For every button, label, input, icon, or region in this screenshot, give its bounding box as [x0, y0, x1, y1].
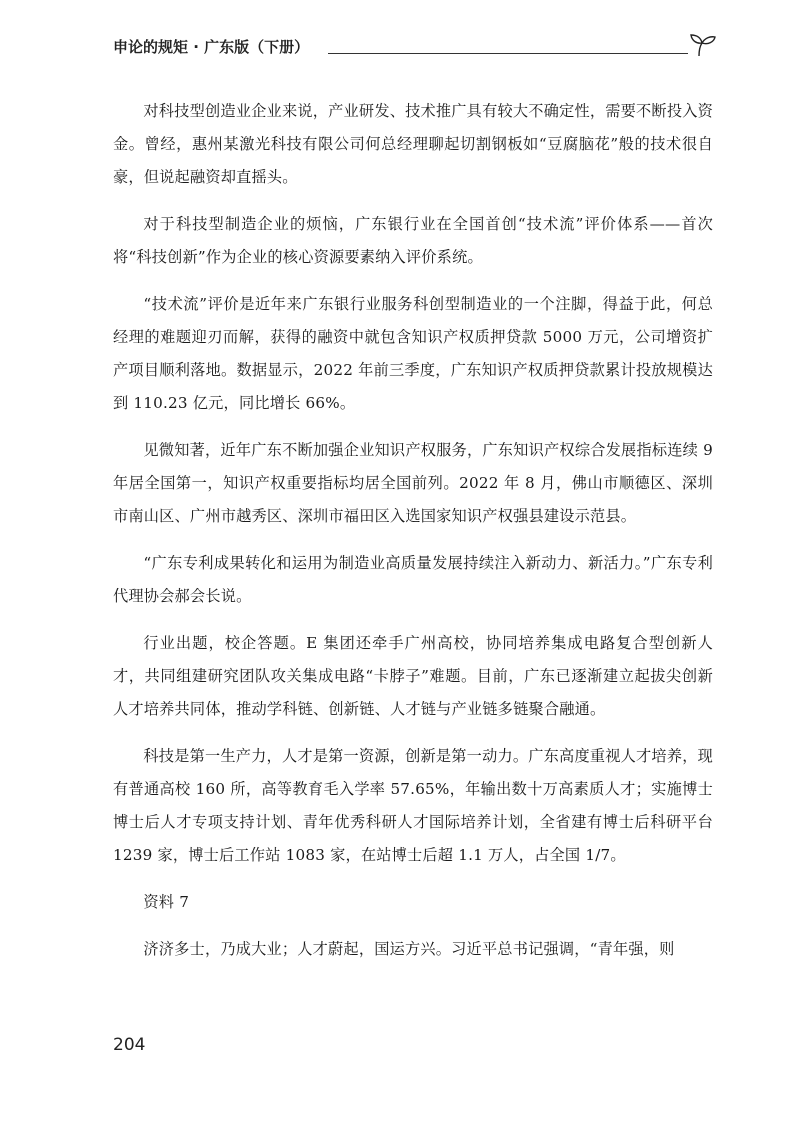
page-number: 204	[113, 1035, 146, 1055]
paragraph: 对科技型创造业企业来说，产业研发、技术推广具有较大不确定性，需要不断投入资金。曾经，惠州某激光科技有限公司何总经理聊起切割钢板如“豆腐脑花”般的技术很自豪，但说起融资却直摇头。	[113, 102, 713, 186]
book-title: 申论的规矩 · 广东版（下册）	[113, 38, 310, 56]
header-rule	[328, 53, 688, 54]
running-header	[113, 32, 713, 62]
paragraph: 济济多士，乃成大业；人才蔚起，国运方兴。习近平总书记强调，“青年强，则	[143, 940, 675, 958]
paragraph: “技术流”评价是近年来广东银行业服务科创型制造业的一个注脚，得益于此，何总经理的难题迎刃而解，获得的融资中就包含知识产权质押贷款 5000 万元，公司增资扩产项目顺利落地。数据显示，2022 年前三季度，广东知识产权质押贷款累计投放规模达到 110.23 亿元，同比增长 66%。	[113, 295, 713, 412]
paragraph: 行业出题，校企答题。E 集团还牵手广州高校，协同培养集成电路复合型创新人才，共同组建研究团队攻关集成电路“卡脖子”难题。目前，广东已逐渐建立起拔尖创新人才培养共同体，推动学科链、创新链、人才链与产业链多链聚合融通。	[113, 634, 713, 718]
body-text	[113, 95, 713, 980]
paragraph: 科技是第一生产力，人才是第一资源，创新是第一动力。广东高度重视人才培养，现有普通高校 160 所，高等教育毛入学率 57.65%，年输出数十万高素质人才；实施博士博士后人才专项支持计划、青年优秀科研人才国际培养计划，全省建有博士后科研平台 1239 家，博士后工作站 1083 家，在站博士后超 1.1 万人，占全国 1/7。	[113, 747, 713, 864]
sprout-icon	[687, 32, 717, 58]
section-heading: 资料 7	[143, 893, 190, 911]
paragraph: “广东专利成果转化和运用为制造业高质量发展持续注入新动力、新活力。”广东专利代理协会郝会长说。	[113, 554, 713, 605]
paragraph: 见微知著，近年广东不断加强企业知识产权服务，广东知识产权综合发展指标连续 9 年居全国第一，知识产权重要指标均居全国前列。2022 年 8 月，佛山市顺德区、深圳市南山区、广州市越秀区、深圳市福田区入选国家知识产权强县建设示范县。	[113, 441, 713, 525]
paragraph: 对于科技型制造企业的烦恼，广东银行业在全国首创“技术流”评价体系——首次将“科技创新”作为企业的核心资源要素纳入评价系统。	[113, 215, 713, 266]
